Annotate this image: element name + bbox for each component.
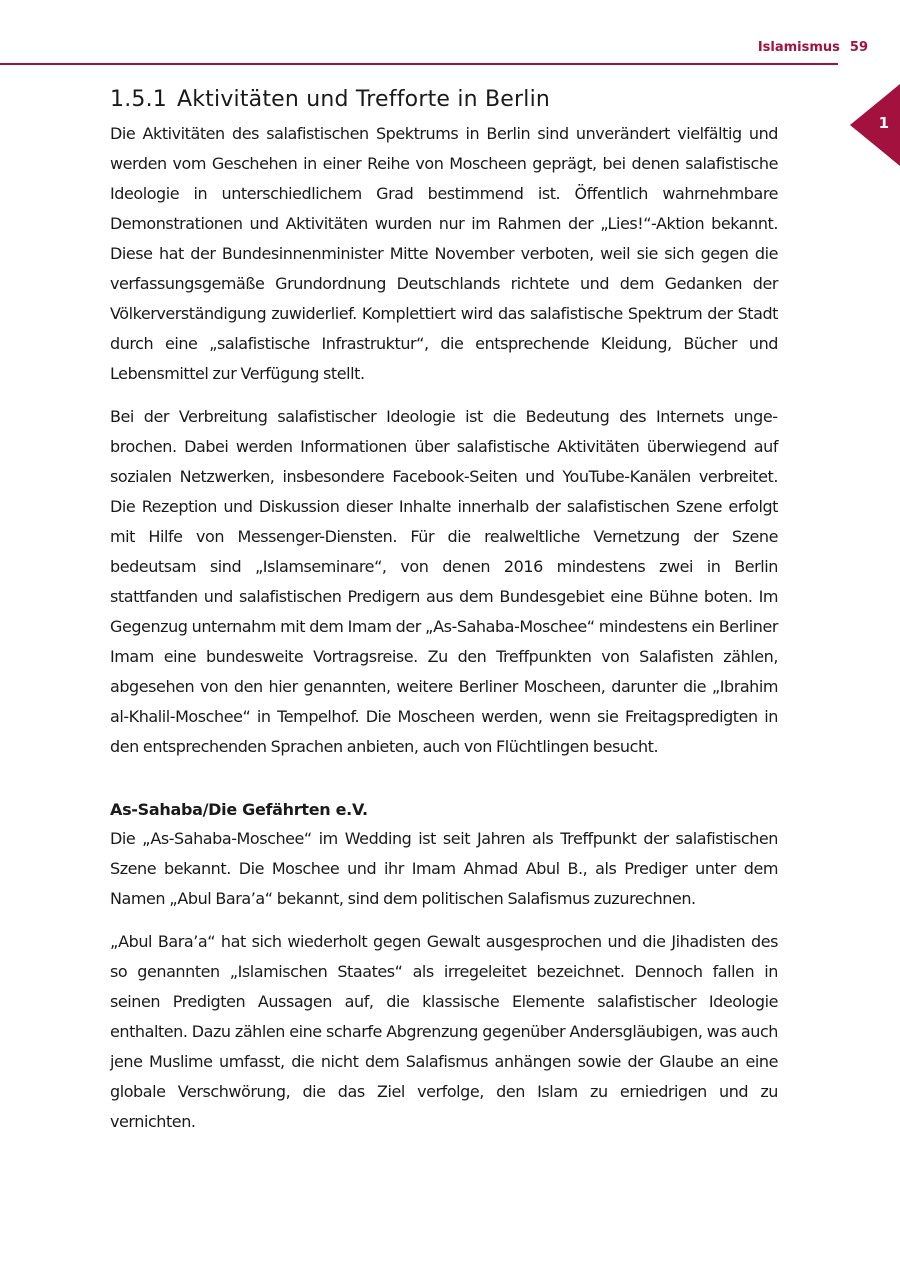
section-heading bbox=[110, 84, 778, 116]
header-section-name: Islamismus bbox=[757, 40, 840, 55]
subsection-heading: As-Sahaba/Die Gefährten e.V. bbox=[110, 800, 368, 819]
paragraph: „Abul Bara’a“ hat sich wiederholt gegen Gewalt ausgesprochen und die Jihadisten des so genannten „Islamischen Staates“ als irregeleitet bezeichnet. Dennoch fallen in seinen Predigten Aussagen auf, die klassische Elemente salafistischer Ideologie enthalten. Dazu zählen eine scharfe Abgrenzung gegenüber Andersgläubigen, was auch jene Muslime umfasst, die nicht dem Salafismus anhängen sowie der Glaube an eine globale Verschwörung, die das Ziel verfolge, den Islam zu erniedrigen und zu vernichten. bbox=[110, 932, 778, 1131]
paragraph: Bei der Verbreitung salafistischer Ideologie ist die Bedeutung des Internets ungebrochen. Dabei werden Informationen über salafistische Aktivitäten überwiegend auf sozialen Netzwerken, insbesondere Facebook-Seiten und YouTube-Kanälen verbreitet. Die Rezeption und Diskussion dieser Inhalte innerhalb der salafistischen Szene erfolgt mit Hilfe von Messenger-Diensten. Für die realweltliche Vernetzung der Szene bedeutsam sind „Islamseminare“, von denen 2016 mindestens zwei in Berlin stattfanden und salafistischen Predigern aus dem Bundesgebiet eine Bühne boten. Im Gegenzug unternahm mit dem Imam der „As-Sahaba-Moschee“ mindestens ein Berliner Imam eine bundesweite Vortragsreise. Zu den Treffpunkten von Salafisten zählen, abgesehen von den hier genannten, weitere Berliner Moscheen, darunter die „Ibrahim al-Khalil-Moschee“ in Tempelhof. Die Moscheen werden, wenn sie Freitagspredigten in den entsprechenden Sprachen anbieten, auch von Flüchtlingen besucht. bbox=[110, 407, 778, 756]
chapter-number: 1 bbox=[878, 114, 889, 132]
paragraph: Die „As-Sahaba-Moschee“ im Wedding ist seit Jahren als Treffpunkt der salafistischen Szene bekannt. Die Moschee und ihr Imam Ahmad Abul B., als Prediger unter dem Namen „Abul Bara’a“ bekannt, sind dem politischen Salafismus zuzurechnen. bbox=[110, 829, 778, 908]
header-rule bbox=[0, 63, 838, 65]
section-number: 1.5.1 bbox=[110, 87, 167, 112]
paragraph: Die Aktivitäten des salafistischen Spektrums in Berlin sind unverändert vielfältig und werden vom Geschehen in einer Reihe von Moscheen geprägt, bei denen salafistische Ideologie in unterschiedlichem Grad bestimmend ist. Öffentlich wahrnehmbare Demonstrationen und Aktivitäten wurden nur im Rahmen der „Lies!“-Aktion bekannt. Diese hat der Bundesinnenminister Mitte November verboten, weil sie sich gegen die verfassungsgemäße Grundordnung Deutschlands richtete und dem Gedanken der Völkerverständigung zuwiderlief. Komplettiert wird das salafistische Spektrum der Stadt durch eine „salafistische Infrastruktur“, die entsprechende Kleidung, Bücher und Lebensmittel zur Verfügung stellt. bbox=[110, 124, 778, 383]
chapter-tab bbox=[850, 84, 900, 166]
running-header bbox=[758, 40, 868, 55]
page-content bbox=[110, 84, 778, 1150]
page-number: 59 bbox=[849, 40, 868, 55]
chapter-tab-shape bbox=[850, 84, 900, 166]
section-title: Aktivitäten und Trefforte in Berlin bbox=[176, 87, 551, 112]
